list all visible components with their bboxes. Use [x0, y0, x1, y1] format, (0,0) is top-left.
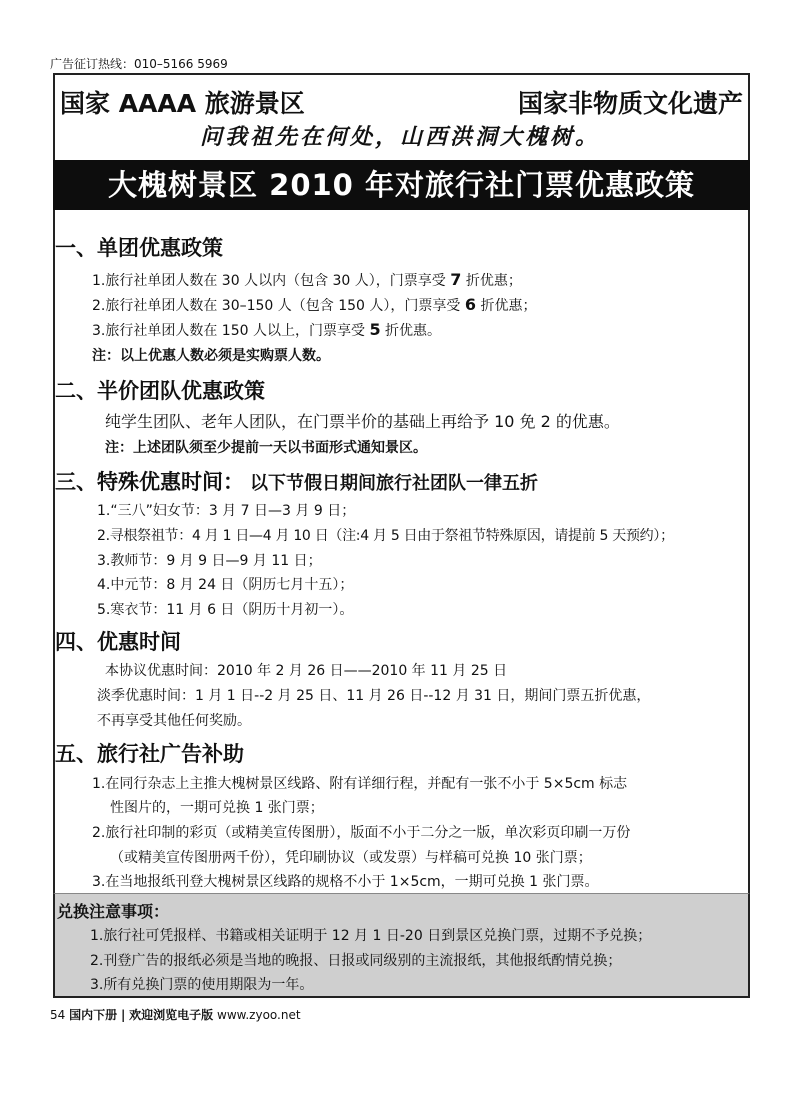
section-3-title: 三、特殊优惠时间： 以下节假日期间旅行社团队一律五折 — [55, 470, 538, 494]
section-2-text: 纯学生团队、老年人团队，在门票半价的基础上再给予 10 免 2 的优惠。 — [105, 412, 620, 431]
section-2-title: 二、半价团队优惠政策 — [55, 379, 265, 403]
section-5-line-5: 3.在当地报纸刊登大槐树景区线路的规格不小于 1×5cm，一期可兑换 1 张门票。 — [92, 874, 599, 890]
section-2-note: 注：上述团队须至少提前一天以书面形式通知景区。 — [105, 440, 427, 456]
footer-separator: | — [120, 1008, 126, 1022]
section-3-item: 2.寻根祭祖节：4 月 1 日—4 月 10 日（注:4 月 5 日由于祭祖节特殊原因，请提前 5 天预约）； — [97, 528, 674, 544]
magazine-name: 国内下册 — [69, 1008, 118, 1022]
section-5-line-1: 1.在同行杂志上主推大槐树景区线路、附有详细行程，并配有一张不小于 5×5cm 标志 — [92, 776, 628, 792]
section-4-title: 四、优惠时间 — [55, 630, 181, 654]
section-1-line-2: 2.旅行社单团人数在 30–150 人（包含 150 人），门票享受 6 折优惠； — [92, 295, 537, 314]
section-1-title: 一、单团优惠政策 — [55, 236, 223, 260]
section-5-line-2: 性图片的，一期可兑换 1 张门票； — [110, 800, 324, 816]
page-title: 大槐树景区 2010 年对旅行社门票优惠政策 — [53, 160, 750, 210]
section-1-line-1: 1.旅行社单团人数在 30 人以内（包含 30 人），门票享受 7 折优惠； — [92, 270, 522, 289]
footer-url[interactable]: www.zyoo.net — [217, 1008, 301, 1022]
exchange-item: 3.所有兑换门票的使用期限为一年。 — [90, 977, 314, 993]
section-3-item: 1.“三八”妇女节：3 月 7 日—3 月 9 日； — [97, 503, 356, 519]
exchange-title: 兑换注意事项： — [57, 902, 170, 921]
exchange-item: 2.刊登广告的报纸必须是当地的晚报、日报或同级别的主流报纸，其他报纸酌情兑换； — [90, 953, 622, 969]
ad-hotline: 广告征订热线：010–5166 5969 — [50, 57, 228, 71]
page-footer — [50, 1006, 301, 1023]
slogan: 问我祖先在何处，山西洪洞大槐树。 — [199, 124, 600, 150]
footer-slogan: 欢迎浏览电子版 — [129, 1008, 214, 1022]
section-5-line-3: 2.旅行社印制的彩页（或精美宣传图册），版面不小于二分之一版，单次彩页印刷一万份 — [92, 825, 631, 841]
section-1-note: 注：以上优惠人数必须是实购票人数。 — [92, 348, 330, 364]
aaaa-badge: 国家 AAAA 旅游景区 — [60, 89, 305, 118]
section-3-item: 5.寒衣节：11 月 6 日（阴历十月初一）。 — [97, 602, 354, 618]
exchange-item: 1.旅行社可凭报样、书籍或相关证明于 12 月 1 日-20 日到景区兑换门票，过期不予兑换； — [90, 928, 652, 944]
section-3-item: 3.教师节：9 月 9 日—9 月 11 日； — [97, 553, 322, 569]
section-5-line-4: （或精美宣传图册两千份），凭印刷协议（或发票）与样稿可兑换 10 张门票； — [110, 850, 592, 866]
section-4-line-1: 本协议优惠时间：2010 年 2 月 26 日——2010 年 11 月 25 日 — [105, 663, 508, 679]
section-4-line-2: 淡季优惠时间：1 月 1 日--2 月 25 日、11 月 26 日--12 月 31 日，期间门票五折优惠， — [97, 688, 651, 704]
page-number: 54 — [50, 1008, 66, 1022]
section-5-title: 五、旅行社广告补助 — [55, 742, 244, 766]
section-1-line-3: 3.旅行社单团人数在 150 人以上，门票享受 5 折优惠。 — [92, 320, 442, 339]
heritage-badge: 国家非物质文化遗产 — [517, 89, 743, 118]
section-3-item: 4.中元节：8 月 24 日（阴历七月十五）； — [97, 577, 354, 593]
section-4-line-3: 不再享受其他任何奖励。 — [97, 713, 251, 729]
